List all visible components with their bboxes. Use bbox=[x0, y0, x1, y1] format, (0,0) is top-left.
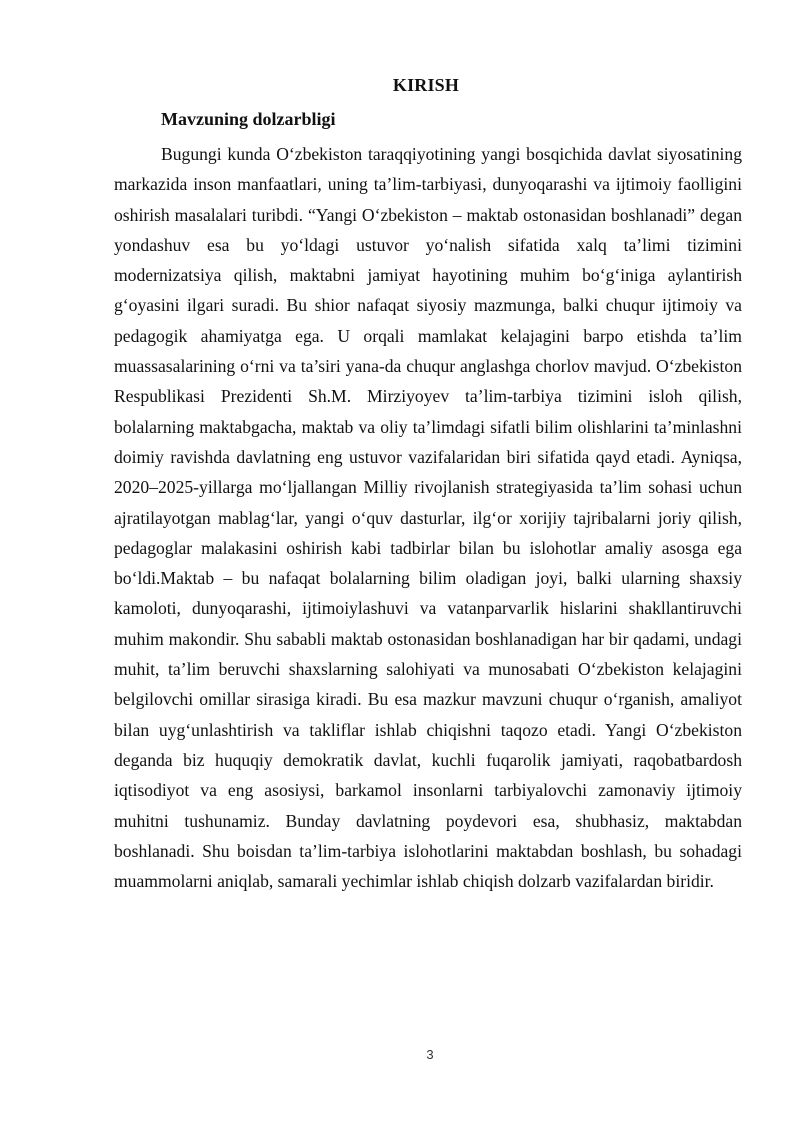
section-title: Mavzuning dolzarbligi bbox=[161, 109, 336, 129]
body-paragraph: Bugungi kunda O‘zbekiston taraqqiyotining yangi bosqichida davlat siyosatining markazida inson manfaatlari, uning ta’lim-tarbiyasi, dunyoqarashi va ijtimoiy faolligini oshirish masalalari turibdi. “Yangi O‘zbekiston – maktab ostonasidan boshlanadi” degan yondashuv esa bu yo‘ldagi ustuvor yo‘nalish sifatida xalq ta’limi tizimini modernizatsiya qilish, maktabni jamiyat hayotining muhim bo‘g‘iniga aylantirish g‘oyasini ilgari suradi. Bu shior nafaqat siyosiy mazmunga, balki chuqur ijtimoiy va pedagogik ahamiyatga ega. U orqali mamlakat kelajagini barpo etishda ta’lim muassasalarining o‘rni va ta’siri yana-da chuqur anglashga chorlov mavjud. O‘zbekiston Respublikasi Prezidenti Sh.M. Mirziyoyev ta’lim-tarbiya tizimini isloh qilish, bolalarning maktabgacha, maktab va oliy ta’limdagi sifatli bilim olishlarini ta’minlashni doimiy ravishda davlatning eng ustuvor vazifalaridan biri sifatida qayd etadi. Ayniqsa, 2020–2025-yillarga mo‘ljallangan Milliy rivojlanish strategiyasida ta’lim sohasi uchun ajratilayotgan mablag‘lar, yangi o‘quv dasturlar, ilg‘or xorijiy tajribalarni joriy qilish, pedagoglar malakasini oshirish kabi tadbirlar bilan bu islohotlar amaliy asosga ega bo‘ldi.Maktab – bu nafaqat bolalarning bilim oladigan joyi, balki ularning shaxsiy kamoloti, dunyoqarashi, ijtimoiylashuvi va vatanparvarlik hislarini shakllantiruvchi muhim makondir. Shu sababli maktab ostonasidan boshlanadigan har bir qadami, undagi muhit, ta’lim beruvchi shaxslarning salohiyati va munosabati O‘zbekiston kelajagini belgilovchi omillar sirasiga kiradi. Bu esa mazkur mavzuni chuqur o‘rganish, amaliyot bilan uyg‘unlashtirish va takliflar ishlab chiqishni taqozo etadi. Yangi O‘zbekiston deganda biz huquqiy demokratik davlat, kuchli fuqarolik jamiyati, raqobatbardosh iqtisodiyot va eng asosiysi, barkamol insonlarni tarbiyalovchi zamonaviy ijtimoiy muhitni tushunamiz. Bunday davlatning poydevori esa, shubhasiz, maktabdan boshlanadi. Shu boisdan ta’lim-tarbiya islohotlarini maktabdan boshlash, bu sohadagi muammolarni aniqlab, samarali yechimlar ishlab chiqish dolzarb vazifalardan biridir. bbox=[114, 144, 742, 892]
chapter-title: KIRISH bbox=[392, 75, 460, 95]
page-number: 3 bbox=[426, 1047, 434, 1062]
